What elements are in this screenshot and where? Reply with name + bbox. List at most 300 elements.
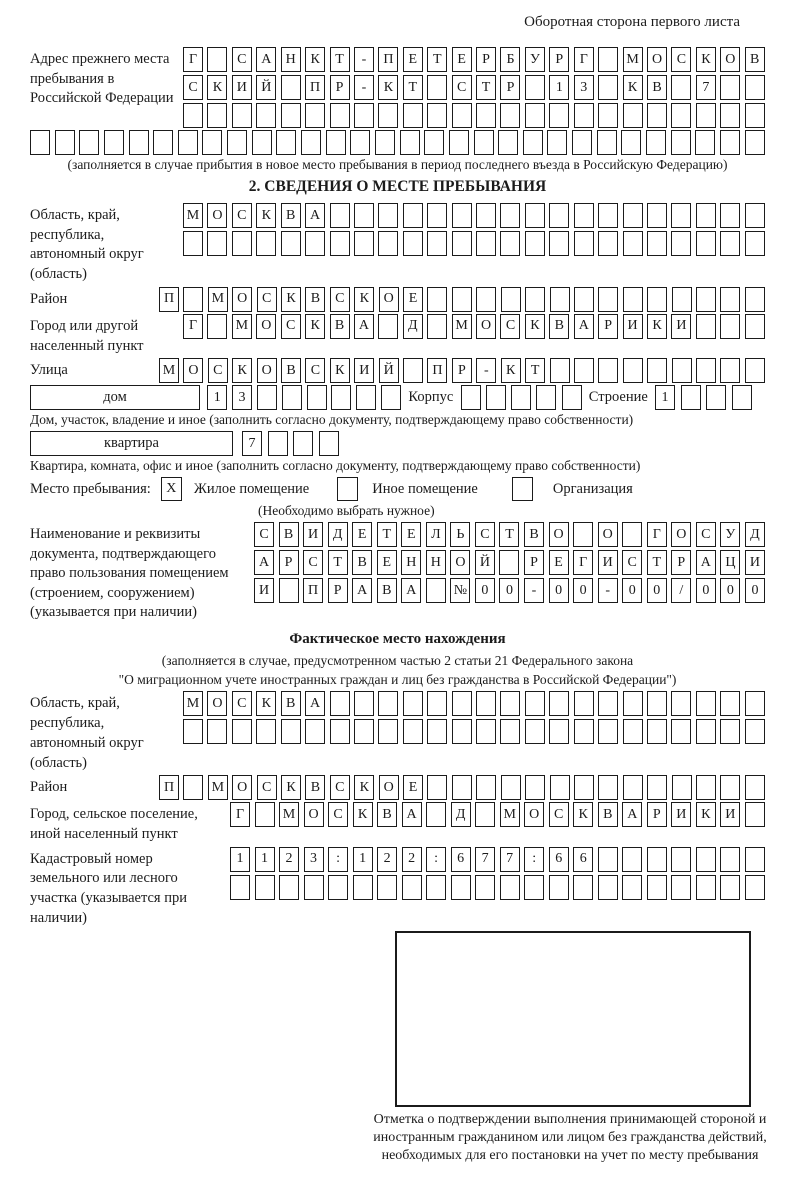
char-box[interactable]	[183, 719, 203, 744]
residence-checkbox-dwelling[interactable]: X	[161, 477, 182, 501]
char-box[interactable]: В	[279, 522, 299, 547]
char-box[interactable]	[696, 203, 716, 228]
char-box[interactable]: В	[281, 203, 301, 228]
char-box[interactable]: Т	[403, 75, 423, 100]
char-box[interactable]: Ц	[720, 550, 740, 575]
char-box[interactable]: Г	[183, 314, 203, 339]
char-box[interactable]	[354, 103, 374, 128]
char-box[interactable]	[598, 719, 618, 744]
char-box[interactable]: Д	[745, 522, 765, 547]
char-box[interactable]: Р	[524, 550, 544, 575]
char-box[interactable]	[252, 130, 272, 155]
char-box[interactable]	[354, 691, 374, 716]
char-box[interactable]	[207, 314, 227, 339]
char-box[interactable]	[720, 203, 740, 228]
char-box[interactable]	[257, 385, 277, 410]
char-box[interactable]: Е	[549, 550, 569, 575]
char-box[interactable]: М	[232, 314, 252, 339]
char-box[interactable]	[474, 130, 494, 155]
char-box[interactable]	[207, 47, 227, 72]
char-box[interactable]	[647, 203, 667, 228]
char-box[interactable]: П	[427, 358, 447, 383]
char-box[interactable]	[696, 775, 716, 800]
char-box[interactable]	[461, 385, 481, 410]
char-box[interactable]: Б	[500, 47, 520, 72]
char-box[interactable]: :	[328, 847, 348, 872]
char-box[interactable]	[647, 103, 667, 128]
char-box[interactable]	[354, 203, 374, 228]
char-box[interactable]	[326, 130, 346, 155]
char-box[interactable]	[452, 719, 472, 744]
char-box[interactable]: М	[623, 47, 643, 72]
char-box[interactable]	[268, 431, 288, 456]
residence-checkbox-organization[interactable]	[512, 477, 533, 501]
char-box[interactable]: 1	[207, 385, 227, 410]
char-box[interactable]: 0	[696, 578, 716, 603]
char-box[interactable]: 1	[255, 847, 275, 872]
char-box[interactable]: В	[549, 314, 569, 339]
char-box[interactable]: О	[379, 775, 399, 800]
char-box[interactable]	[598, 103, 618, 128]
char-box[interactable]	[696, 875, 716, 900]
char-box[interactable]	[745, 287, 765, 312]
char-box[interactable]	[256, 231, 276, 256]
char-box[interactable]: Л	[426, 522, 446, 547]
char-box[interactable]	[330, 719, 350, 744]
char-box[interactable]	[745, 103, 765, 128]
char-box[interactable]: Т	[328, 550, 348, 575]
char-box[interactable]	[745, 847, 765, 872]
char-box[interactable]	[232, 719, 252, 744]
char-box[interactable]: В	[377, 802, 397, 827]
char-box[interactable]: К	[354, 287, 374, 312]
char-box[interactable]	[672, 287, 692, 312]
char-box[interactable]	[500, 231, 520, 256]
char-box[interactable]	[562, 385, 582, 410]
char-box[interactable]: К	[256, 691, 276, 716]
char-box[interactable]: С	[183, 75, 203, 100]
char-box[interactable]	[671, 875, 691, 900]
char-box[interactable]	[696, 314, 716, 339]
char-box[interactable]	[550, 358, 570, 383]
char-box[interactable]: М	[500, 802, 520, 827]
char-box[interactable]	[720, 358, 740, 383]
char-box[interactable]	[55, 130, 75, 155]
char-box[interactable]	[696, 287, 716, 312]
char-box[interactable]: Й	[256, 75, 276, 100]
char-box[interactable]	[525, 103, 545, 128]
char-box[interactable]: 0	[647, 578, 667, 603]
char-box[interactable]: М	[208, 287, 228, 312]
char-box[interactable]	[331, 385, 351, 410]
char-box[interactable]: В	[281, 358, 301, 383]
char-box[interactable]: П	[303, 578, 323, 603]
char-box[interactable]	[486, 385, 506, 410]
char-box[interactable]	[671, 847, 691, 872]
char-box[interactable]	[720, 231, 740, 256]
char-box[interactable]	[476, 719, 496, 744]
char-box[interactable]	[598, 847, 618, 872]
char-box[interactable]	[129, 130, 149, 155]
char-box[interactable]	[647, 231, 667, 256]
char-box[interactable]	[623, 775, 643, 800]
char-box[interactable]	[476, 203, 496, 228]
char-box[interactable]: О	[671, 522, 691, 547]
char-box[interactable]	[573, 522, 593, 547]
char-box[interactable]: О	[207, 203, 227, 228]
char-box[interactable]: 1	[230, 847, 250, 872]
char-box[interactable]: К	[256, 203, 276, 228]
char-box[interactable]	[402, 875, 422, 900]
char-box[interactable]: П	[159, 287, 179, 312]
char-box[interactable]	[153, 130, 173, 155]
char-box[interactable]	[647, 691, 667, 716]
char-box[interactable]	[647, 719, 667, 744]
char-box[interactable]: В	[281, 691, 301, 716]
char-box[interactable]: Н	[281, 47, 301, 72]
char-box[interactable]: А	[402, 802, 422, 827]
char-box[interactable]	[476, 775, 496, 800]
char-box[interactable]: О	[647, 47, 667, 72]
char-box[interactable]	[403, 203, 423, 228]
char-box[interactable]: К	[525, 314, 545, 339]
char-box[interactable]: 6	[573, 847, 593, 872]
char-box[interactable]	[598, 75, 618, 100]
char-box[interactable]	[745, 314, 765, 339]
char-box[interactable]	[525, 231, 545, 256]
char-box[interactable]: К	[696, 47, 716, 72]
char-box[interactable]: Т	[499, 522, 519, 547]
char-box[interactable]	[745, 691, 765, 716]
char-box[interactable]: С	[208, 358, 228, 383]
char-box[interactable]	[549, 103, 569, 128]
char-box[interactable]	[573, 875, 593, 900]
char-box[interactable]	[378, 103, 398, 128]
char-box[interactable]: С	[549, 802, 569, 827]
char-box[interactable]: В	[352, 550, 372, 575]
char-box[interactable]: И	[720, 802, 740, 827]
char-box[interactable]	[476, 691, 496, 716]
char-box[interactable]	[720, 75, 740, 100]
char-box[interactable]	[525, 691, 545, 716]
char-box[interactable]	[452, 231, 472, 256]
char-box[interactable]	[696, 231, 716, 256]
char-box[interactable]	[282, 385, 302, 410]
char-box[interactable]: П	[378, 47, 398, 72]
char-box[interactable]	[706, 385, 726, 410]
char-box[interactable]: И	[623, 314, 643, 339]
char-box[interactable]: Н	[401, 550, 421, 575]
char-box[interactable]: К	[281, 775, 301, 800]
char-box[interactable]	[732, 385, 752, 410]
char-box[interactable]	[511, 385, 531, 410]
char-box[interactable]: Е	[403, 287, 423, 312]
residence-checkbox-other[interactable]	[337, 477, 358, 501]
char-box[interactable]: А	[574, 314, 594, 339]
char-box[interactable]	[330, 103, 350, 128]
char-box[interactable]: Р	[671, 550, 691, 575]
char-box[interactable]: С	[257, 775, 277, 800]
char-box[interactable]: Т	[377, 522, 397, 547]
char-box[interactable]: Р	[452, 358, 472, 383]
char-box[interactable]: 3	[304, 847, 324, 872]
char-box[interactable]: В	[745, 47, 765, 72]
char-box[interactable]: Й	[379, 358, 399, 383]
char-box[interactable]	[377, 875, 397, 900]
char-box[interactable]: Ь	[450, 522, 470, 547]
char-box[interactable]: О	[183, 358, 203, 383]
char-box[interactable]: О	[379, 287, 399, 312]
char-box[interactable]	[378, 719, 398, 744]
char-box[interactable]	[574, 203, 594, 228]
char-box[interactable]: К	[354, 775, 374, 800]
char-box[interactable]: В	[647, 75, 667, 100]
char-box[interactable]: Г	[230, 802, 250, 827]
char-box[interactable]: Г	[573, 550, 593, 575]
char-box[interactable]	[671, 231, 691, 256]
char-box[interactable]	[449, 130, 469, 155]
char-box[interactable]	[598, 875, 618, 900]
char-box[interactable]	[330, 203, 350, 228]
char-box[interactable]	[452, 103, 472, 128]
char-box[interactable]	[183, 775, 203, 800]
char-box[interactable]: В	[377, 578, 397, 603]
char-box[interactable]	[720, 314, 740, 339]
char-box[interactable]	[574, 358, 594, 383]
char-box[interactable]	[745, 231, 765, 256]
char-box[interactable]: С	[622, 550, 642, 575]
char-box[interactable]	[598, 203, 618, 228]
char-box[interactable]: М	[183, 691, 203, 716]
char-box[interactable]	[319, 431, 339, 456]
char-box[interactable]: -	[354, 47, 374, 72]
char-box[interactable]	[427, 203, 447, 228]
char-box[interactable]: Г	[183, 47, 203, 72]
char-box[interactable]: А	[305, 691, 325, 716]
char-box[interactable]	[647, 775, 667, 800]
char-box[interactable]: А	[352, 578, 372, 603]
char-box[interactable]: М	[208, 775, 228, 800]
char-box[interactable]: -	[598, 578, 618, 603]
char-box[interactable]: 2	[279, 847, 299, 872]
char-box[interactable]	[623, 691, 643, 716]
char-box[interactable]	[681, 385, 701, 410]
char-box[interactable]	[281, 75, 301, 100]
char-box[interactable]	[623, 719, 643, 744]
char-box[interactable]: В	[598, 802, 618, 827]
char-box[interactable]: С	[696, 522, 716, 547]
char-box[interactable]: Е	[377, 550, 397, 575]
char-box[interactable]	[293, 431, 313, 456]
char-box[interactable]: К	[353, 802, 373, 827]
char-box[interactable]	[745, 802, 765, 827]
char-box[interactable]: К	[378, 75, 398, 100]
char-box[interactable]	[671, 130, 691, 155]
char-box[interactable]	[500, 103, 520, 128]
char-box[interactable]	[227, 130, 247, 155]
char-box[interactable]	[427, 775, 447, 800]
char-box[interactable]	[696, 358, 716, 383]
char-box[interactable]	[378, 314, 398, 339]
char-box[interactable]	[375, 130, 395, 155]
char-box[interactable]	[720, 847, 740, 872]
char-box[interactable]	[671, 75, 691, 100]
char-box[interactable]	[330, 691, 350, 716]
char-box[interactable]	[695, 130, 715, 155]
char-box[interactable]	[305, 719, 325, 744]
char-box[interactable]: 0	[573, 578, 593, 603]
char-box[interactable]	[452, 287, 472, 312]
char-box[interactable]: Г	[647, 522, 667, 547]
char-box[interactable]	[356, 385, 376, 410]
char-box[interactable]	[183, 103, 203, 128]
char-box[interactable]: -	[476, 358, 496, 383]
char-box[interactable]: У	[525, 47, 545, 72]
char-box[interactable]	[30, 130, 50, 155]
char-box[interactable]	[305, 231, 325, 256]
char-box[interactable]	[720, 287, 740, 312]
char-box[interactable]	[574, 231, 594, 256]
char-box[interactable]	[549, 203, 569, 228]
char-box[interactable]: И	[254, 578, 274, 603]
char-box[interactable]	[671, 691, 691, 716]
char-box[interactable]: О	[598, 522, 618, 547]
char-box[interactable]: М	[159, 358, 179, 383]
char-box[interactable]	[525, 719, 545, 744]
char-box[interactable]	[598, 358, 618, 383]
char-box[interactable]	[745, 75, 765, 100]
char-box[interactable]: М	[452, 314, 472, 339]
char-box[interactable]: С	[500, 314, 520, 339]
char-box[interactable]	[720, 875, 740, 900]
char-box[interactable]	[232, 103, 252, 128]
char-box[interactable]	[745, 358, 765, 383]
char-box[interactable]: К	[305, 314, 325, 339]
char-box[interactable]	[279, 578, 299, 603]
char-box[interactable]	[549, 691, 569, 716]
char-box[interactable]: Д	[403, 314, 423, 339]
char-box[interactable]: 6	[451, 847, 471, 872]
char-box[interactable]	[696, 103, 716, 128]
char-box[interactable]: М	[183, 203, 203, 228]
char-box[interactable]	[230, 875, 250, 900]
char-box[interactable]: 7	[696, 75, 716, 100]
char-box[interactable]	[622, 847, 642, 872]
char-box[interactable]	[426, 578, 446, 603]
char-box[interactable]: А	[254, 550, 274, 575]
char-box[interactable]: Т	[525, 358, 545, 383]
char-box[interactable]: Р	[476, 47, 496, 72]
char-box[interactable]	[622, 522, 642, 547]
char-box[interactable]: С	[232, 691, 252, 716]
char-box[interactable]: Д	[328, 522, 348, 547]
char-box[interactable]: И	[671, 802, 691, 827]
char-box[interactable]: 0	[549, 578, 569, 603]
char-box[interactable]	[536, 385, 556, 410]
char-box[interactable]	[427, 719, 447, 744]
char-box[interactable]	[378, 691, 398, 716]
char-box[interactable]	[647, 287, 667, 312]
char-box[interactable]: А	[622, 802, 642, 827]
char-box[interactable]	[202, 130, 222, 155]
char-box[interactable]: С	[452, 75, 472, 100]
char-box[interactable]: 1	[655, 385, 675, 410]
char-box[interactable]	[281, 103, 301, 128]
char-box[interactable]	[598, 47, 618, 72]
char-box[interactable]	[647, 875, 667, 900]
char-box[interactable]: Р	[549, 47, 569, 72]
char-box[interactable]	[549, 231, 569, 256]
char-box[interactable]: Р	[598, 314, 618, 339]
char-box[interactable]: -	[354, 75, 374, 100]
char-box[interactable]: О	[232, 287, 252, 312]
char-box[interactable]	[350, 130, 370, 155]
char-box[interactable]	[525, 775, 545, 800]
char-box[interactable]	[255, 802, 275, 827]
char-box[interactable]	[524, 875, 544, 900]
char-box[interactable]	[574, 691, 594, 716]
char-box[interactable]	[598, 691, 618, 716]
char-box[interactable]: Р	[500, 75, 520, 100]
char-box[interactable]	[574, 103, 594, 128]
char-box[interactable]	[672, 358, 692, 383]
char-box[interactable]: О	[232, 775, 252, 800]
char-box[interactable]	[178, 130, 198, 155]
char-box[interactable]: 2	[402, 847, 422, 872]
char-box[interactable]	[525, 75, 545, 100]
char-box[interactable]: Р	[330, 75, 350, 100]
char-box[interactable]	[476, 287, 496, 312]
char-box[interactable]: Т	[647, 550, 667, 575]
char-box[interactable]	[475, 875, 495, 900]
char-box[interactable]: Е	[401, 522, 421, 547]
char-box[interactable]: О	[207, 691, 227, 716]
char-box[interactable]: С	[475, 522, 495, 547]
char-box[interactable]	[475, 802, 495, 827]
char-box[interactable]	[381, 385, 401, 410]
char-box[interactable]	[500, 719, 520, 744]
char-box[interactable]: С	[254, 522, 274, 547]
char-box[interactable]	[720, 775, 740, 800]
char-box[interactable]: В	[305, 775, 325, 800]
char-box[interactable]	[549, 875, 569, 900]
char-box[interactable]: 1	[549, 75, 569, 100]
char-box[interactable]	[720, 130, 740, 155]
char-box[interactable]: В	[524, 522, 544, 547]
char-box[interactable]: И	[303, 522, 323, 547]
char-box[interactable]	[79, 130, 99, 155]
char-box[interactable]: И	[745, 550, 765, 575]
char-box[interactable]: С	[328, 802, 348, 827]
char-box[interactable]	[574, 287, 594, 312]
char-box[interactable]	[745, 719, 765, 744]
char-box[interactable]	[279, 875, 299, 900]
char-box[interactable]: У	[720, 522, 740, 547]
char-box[interactable]	[304, 875, 324, 900]
char-box[interactable]	[427, 691, 447, 716]
char-box[interactable]	[426, 802, 446, 827]
char-box[interactable]: -	[524, 578, 544, 603]
char-box[interactable]	[307, 385, 327, 410]
char-box[interactable]	[525, 203, 545, 228]
char-box[interactable]	[597, 130, 617, 155]
char-box[interactable]: И	[671, 314, 691, 339]
char-box[interactable]: :	[426, 847, 446, 872]
char-box[interactable]: 7	[242, 431, 262, 456]
char-box[interactable]	[574, 775, 594, 800]
char-box[interactable]: К	[232, 358, 252, 383]
char-box[interactable]	[452, 775, 472, 800]
